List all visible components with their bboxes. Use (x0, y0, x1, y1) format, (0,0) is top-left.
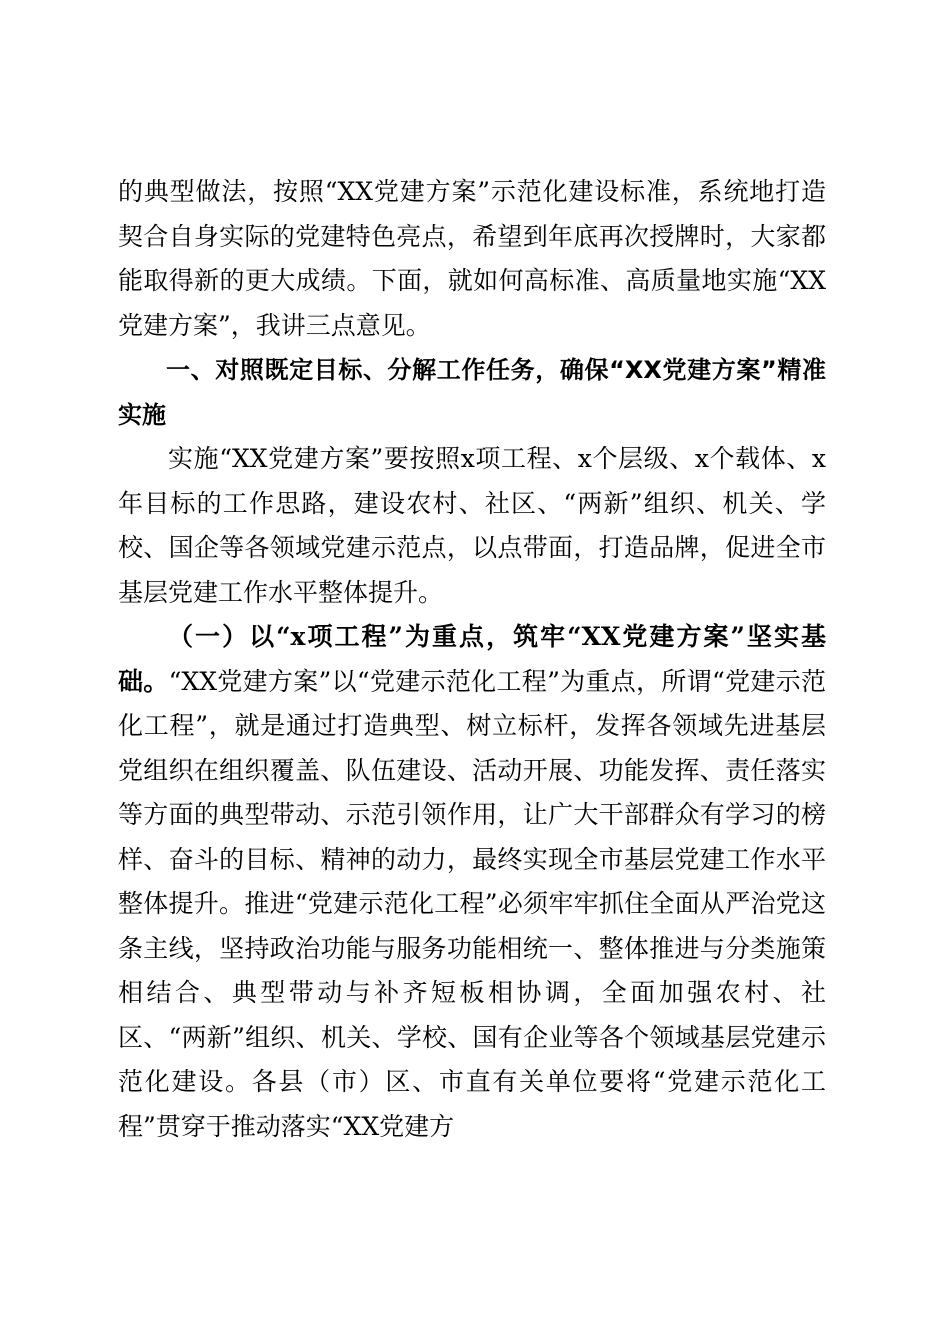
paragraph-intro: 实施“XX党建方案”要按照x项工程、x个层级、x个载体、x年目标的工作思路，建设农村、社区、“两新”组织、机关、学校、国企等各领域党建示范点，以点带面，打造品牌，促进全市基层党建工作水平整体提升。 (118, 444, 826, 607)
subsection-1-body: “XX党建方案”以“党建示范化工程”为重点，所谓“党建示范化工程”，就是通过打造典型、树立标杆，发挥各领域先进基层党组织在组织覆盖、队伍建设、活动开展、功能发挥、责任落实等方面的典型带动、示范引领作用，让广大干部群众有学习的榜样、奋斗的目标、精神的动力，最终实现全市基层党建工作水平整体提升。推进“党建示范化工程”必须牢牢抓住全面从严治党这条主线，坚持政治功能与服务功能相统一、整体推进与分类施策相结合、典型带动与补齐短板相协调，全面加强农村、社区、“两新”组织、机关、学校、国有企业等各个领域基层党建示范化建设。各县（市）区、市直有关单位要将“党建示范化工程”贯穿于推动落实“XX党建方 (118, 666, 826, 1141)
paragraph-subsection-1 (118, 615, 826, 1149)
section-heading-1: 一、对照既定目标、分解工作任务，确保“XX党建方案”精准实施 (118, 356, 826, 429)
paragraph-continued: 的典型做法，按照“XX党建方案”示范化建设标准，系统地打造契合自身实际的党建特色亮点，希望到年底再次授牌时，大家都能取得新的更大成绩。下面，就如何高标准、高质量地实施“XX党建方案”，我讲三点意见。 (118, 177, 826, 340)
subsection-heading-1: （一）以“x项工程”为重点，筑牢“XX党建方案”坚实基础。 (118, 622, 826, 696)
document-page (118, 170, 826, 1149)
